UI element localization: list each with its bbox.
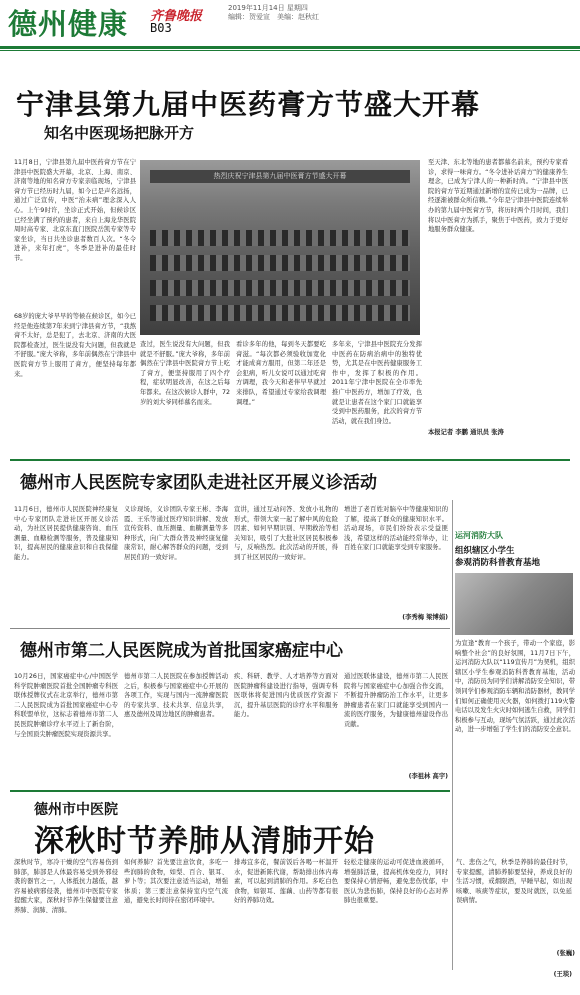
article1-subheadline: 知名中医现场把脉开方	[44, 124, 195, 142]
photo-audience-row	[150, 305, 410, 321]
masthead-rule-thin	[0, 50, 580, 51]
article1-photo	[140, 160, 420, 335]
newspaper-section-title: 德州健康	[8, 7, 129, 41]
article3-column-2: 德州市第二人民医院在参加授牌活动之后，积极参与国家癌症中心开展的各项工作，实现与国内一流肿瘤医院的专家共享、技术共享、信息共享，惠及德州及周边地区的肿瘤患者。	[124, 673, 228, 719]
section-divider	[10, 628, 450, 629]
article3-headline: 德州市第二人民医院成为首批国家癌症中心	[20, 641, 343, 661]
article2-headline: 德州市人民医院专家团队走进社区开展义诊活动	[20, 473, 377, 493]
sidebar-title-line1: 组织辖区小学生	[455, 546, 515, 556]
article1-headline: 宁津县第九届中医药膏方节盛大开幕	[16, 88, 481, 121]
article1-column-2: 68岁的庞大爷早早的等候在候诊区，如今已经是他连续第7年来到宁津县膏方节，“我熬膏不太好，总是犯了，去北京、济南的大医院都检查过，医生说没有大问题，但我就是不舒服。”庞大爷称，多年前偶然在宁津县中医院膏方节上服用了膏方，便坚持每年都来。	[14, 313, 136, 378]
photo-audience-row	[150, 255, 410, 271]
newspaper-logo: 齐鲁晚报	[150, 9, 203, 24]
photo-stage-banner: 热烈庆祝宁津县第九届中医膏方节盛大开幕	[150, 170, 410, 183]
article4-column-2: 如何养肺？首先要注意饮食，多吃一些润肺的食物，如梨、百合、银耳、萝卜等；其次要注意适当运动，增强体质；第三要注意保持室内空气流通，避免长时间待在密闭环境中。	[124, 859, 228, 905]
article4-headline: 深秋时节养肺从清肺开始	[34, 824, 375, 859]
sidebar-credit: (张巍)	[556, 950, 575, 957]
article2-column-3: 宣讲，通过互动问答、发放小礼物的形式，带领大家一起了解中风的危险因素、如何早期识别、早期救治等相关知识，吸引了大批社区居民积极参与，反响热烈。此次活动的开展，得到了社区居民的一致好评。	[234, 506, 338, 561]
article3-column-3: 疾、科研、教学、人才培养等方面对医院肿瘤科建设进行指导，强调专科医联体将促进国内优质医疗资源下沉，提升基层医院的诊疗水平和服务能力。	[234, 673, 338, 719]
page-number: B03	[150, 21, 172, 35]
article4-column-1: 深秋时节，寒冷干燥的空气容易伤到肺部，肺部是人体最容易受到外邪侵袭的器官之一，人体抵抗力越低，越容易被病邪侵袭，德州市中医院专家提醒大家，深秋时节养生保健要注意养肺、润肺、清肺。	[14, 859, 118, 914]
article4-column-3: 排毒宜多花，餐前饭后各喝一杯温开水，促进新陈代谢，帮助排出体内毒素，可以起到清肺的作用。多吃白色食物，如银耳、莲藕、山药等都有很好的养肺功效。	[234, 859, 338, 905]
article4-kicker: 德州市中医院	[34, 802, 118, 818]
sidebar-tag: 运河消防大队	[455, 531, 503, 540]
masthead	[0, 0, 580, 40]
article2-credit: (李秀梅 梁博娟)	[402, 614, 448, 621]
photo-audience-row	[150, 230, 410, 246]
masthead-editors: 编辑：贺爱宣 美编：赵秋红	[228, 13, 319, 21]
article1-column-6: 至天津、东北等地的患者都慕名前来，预约专家看诊，求得一味膏方。“冬令进补话膏方”的健康养生理念，已成为宁津人的一种新时尚。“宁津县中医院的膏方节近期通过新增的宣传已成为一品牌，已经逐渐被群众所信赖。”今年是宁津县中医院连续举办的第九届中医膏方节，将历时两个月时间，我们将以中医膏方为抓手，聚焦于中医药，致力于更好地服务群众健康。	[428, 159, 568, 234]
photo-audience-row	[150, 280, 410, 296]
article4-column-4: 轻松走健康的运动可促进血液循环，增强肺活量，提高机体免疫力，同时要保持心情舒畅，避免悲伤忧郁，中医认为悲伤肺，保持良好的心态对养肺也很重要。	[344, 859, 448, 905]
article3-credit: (李祖林 高宇)	[408, 773, 448, 780]
article1-column-1: 11月8日，宁津县第九届中医药膏方节在宁津县中医院盛大开幕，北京、上海、南京、济南等地的知名膏方专家亲临现场，宁津县膏方节已经历时九届，如今已是声名远扬，通过广泛宣传，中医“治未病”理念深入人心。上午9时许，坐诊正式开始，但候诊区已经坐满了预约的患者，来自上海龙华医院周时高专家、北京东直门医院岳凯专家等专家坐诊，当日共坐诊患者数百人次。“冬令进补，来年打虎”，冬季是进补的最佳时节。	[14, 159, 136, 262]
section-divider	[10, 790, 450, 792]
article4-credit: (王琰)	[553, 971, 572, 978]
article1-column-3: 查过，医生说没有大问题，但我就是不舒服。”庞大爷称，多年前偶然在宁津县中医院膏方节上吃了膏方，便坚持服用了四个疗程，症状明显改善，在这之后每年都来。在这次候诊人群中，72岁的刘大爷同样慕名而来。	[140, 341, 230, 406]
article1-credit: 本报记者 李鹏 通讯员 张涛	[428, 429, 504, 436]
article1-column-5: 多年来，宁津县中医院充分发挥中医药在防病治病中的独特优势，尤其是在中医药健康服务工作中，发挥了积极的作用。2011年宁津中医院在全市率先推广中医药方，增加了疗效，也就是让患者在这个家门口就能享受到中医药服务，此次的膏方节活动，就在我们身边。	[332, 341, 422, 425]
masthead-rule	[0, 46, 580, 49]
article3-column-1: 10月26日，国家癌症中心/中国医学科学院肿瘤医院首批全国肿瘤专科医联体授牌仪式在北京举行，德州市第二人民医院成为首批国家癌症中心专科联盟单位，这标志着德州市第二人民医院肿瘤诊疗水平迈上了新台阶，与全国顶尖肿瘤医院实现资源共享。	[14, 673, 118, 738]
article2-column-2: 义诊现场，义诊团队专家王彬、李海霞、王乐等通过医疗知识讲解、发放宣传资料、血压测量、血糖测量等多种形式，向广大群众普及神经康复健康常识，耐心解答群众的问题，受到居民们的一致好评。	[124, 506, 228, 561]
article2-column-1: 11月6日，德州市人民医院神经康复中心专家团队走进社区开展义诊活动，为社区居民提供健康咨询、血压测量、血糖检测等服务，普及健康知识，提高居民的健康意识和自我保健能力。	[14, 506, 118, 561]
section-divider	[10, 459, 570, 461]
article2-column-4: 增进了老百姓对脑卒中等健康知识的了解，提高了群众的健康知识水平。活动现场，市民们纷纷表示受益匪浅，希望这样的活动能经常举办，让百姓在家门口就能享受到专家服务。	[344, 506, 448, 552]
sidebar-title-line2: 参观消防科普教育基地	[455, 558, 541, 568]
article1-column-4: 看诊多年的他，每到冬天都要吃膏滋。“每次都必须验收加宽化才能成膏方服用，但第二年还是会犯病，听儿女说可以通过吃膏方调理，我今天和老伴早早就过来排队，希望通过专家给我调理调理。”	[236, 341, 326, 406]
sidebar-photo	[455, 573, 573, 635]
masthead-meta	[228, 4, 319, 22]
article3-column-4: 通过医联体建设，德州市第二人民医院将与国家癌症中心加强合作交流，不断提升肿瘤防治工作水平，让更多肿瘤患者在家门口就能享受到国内一流的医疗服务，为健康德州建设作出贡献。	[344, 673, 448, 728]
sidebar-divider	[452, 500, 453, 970]
article4-column-5: 气、悲伤之气，秋季是养肺的最佳时节，专家提醒，清肺养肺要坚持，养成良好的生活习惯，戒烟限酒，早睡早起，如出现咳嗽、咳痰等症状，要及时就医，以免延误病情。	[456, 859, 572, 905]
sidebar-body: 为宣逢“教育一个孩子，带动一个家庭，影响整个社会”的良好氛围，11月7日下午，运河消防大队以“119宣传月”为契机，组织辖区小学生参观消防科普教育基地，活动中，消防员为同学们讲解消防安全知识，带领同学们参观消防车辆和消防器材，教同学们如何正确使用灭火器，如何拨打119火警电话以及发生火灾时如何逃生自救，同学们积极参与互动，现场气氛活跃，通过此次活动，进一步增强了学生们的消防安全意识。	[455, 640, 575, 734]
masthead-date: 2019年11月14日 星期四	[228, 4, 308, 12]
